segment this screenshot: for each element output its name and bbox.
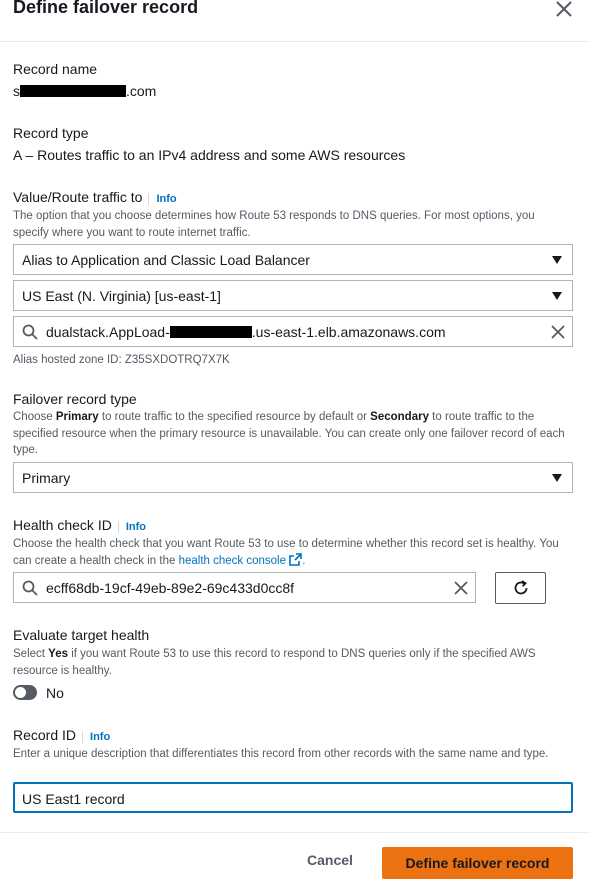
endpoint-type-value: Alias to Application and Classic Load Balancer	[22, 252, 310, 268]
health-check-label-text: Health check ID	[13, 517, 112, 533]
dialog-title: Define failover record	[13, 0, 199, 17]
failover-type-select[interactable]	[13, 462, 573, 493]
endpoint-type-select[interactable]	[13, 244, 573, 275]
cancel-button[interactable]: Cancel	[307, 852, 353, 868]
record-name-value	[13, 83, 156, 99]
desc-bold: Primary	[55, 411, 99, 423]
refresh-button[interactable]	[495, 572, 546, 604]
health-check-info-link[interactable]: Info	[118, 521, 146, 533]
load-balancer-suffix: .us-east-1.elb.amazonaws.com	[251, 324, 446, 340]
record-name-prefix: s	[13, 83, 20, 99]
caret-down-icon	[552, 256, 562, 264]
load-balancer-search[interactable]	[13, 316, 573, 347]
redaction-mark	[20, 85, 126, 97]
desc-text: Select	[13, 648, 49, 660]
value-route-label	[13, 189, 177, 205]
region-select[interactable]	[13, 280, 573, 311]
redaction-mark	[170, 326, 252, 338]
desc-bold: Yes	[48, 648, 68, 660]
record-name-label: Record name	[13, 61, 98, 77]
failover-type-value: Primary	[22, 470, 71, 486]
health-check-value: ecff68db-19cf-49eb-89e2-69c433d0cc8f	[46, 580, 295, 596]
value-route-info-link[interactable]: Info	[148, 193, 176, 205]
define-failover-record-button[interactable]: Define failover record	[382, 847, 573, 879]
value-route-label-text: Value/Route traffic to	[13, 189, 143, 205]
caret-down-icon	[552, 292, 562, 300]
clear-icon[interactable]	[550, 324, 566, 340]
record-name-suffix: .com	[126, 83, 157, 99]
desc-text: Choose	[13, 411, 56, 423]
external-link-icon[interactable]	[289, 553, 302, 566]
clear-icon[interactable]	[453, 580, 469, 596]
record-id-value: US East1 record	[22, 791, 125, 807]
record-type-value: A – Routes traffic to an IPv4 address and some AWS resources	[13, 147, 406, 163]
desc-text: if you want Route 53 to use this record to respond to DNS queries only if the specified AWS resource is healthy.	[13, 648, 536, 677]
record-id-input[interactable]	[13, 782, 573, 813]
close-button[interactable]	[553, 0, 575, 20]
desc-text: Choose the health check that you want Route 53 to use to determine whether this record set is healthy. You can create a health check in the	[13, 538, 559, 567]
record-id-info-link[interactable]: Info	[82, 731, 110, 743]
health-check-description	[13, 536, 573, 569]
caret-down-icon	[552, 474, 562, 482]
load-balancer-value	[46, 324, 446, 340]
desc-text: to route traffic to the specified resource when the primary resource is unavailable. You can create only one failover record of each type.	[13, 411, 565, 456]
load-balancer-prefix: dualstack.AppLoad-	[46, 324, 170, 340]
evaluate-health-label: Evaluate target health	[13, 627, 150, 643]
failover-type-label: Failover record type	[13, 391, 137, 407]
search-icon	[22, 580, 38, 596]
record-id-description: Enter a unique description that differentiates this record from other records with the same name and type.	[13, 748, 549, 760]
record-type-label: Record type	[13, 125, 89, 141]
health-check-label	[13, 517, 146, 533]
desc-text: to route traffic to the specified resource by default or	[98, 411, 371, 423]
dialog-header	[0, 0, 590, 42]
search-icon	[22, 324, 38, 340]
region-value: US East (N. Virginia) [us-east-1]	[22, 288, 221, 304]
evaluate-health-toggle[interactable]	[13, 685, 37, 700]
failover-type-description	[13, 409, 573, 459]
evaluate-health-description	[13, 646, 573, 679]
health-check-console-link[interactable]: health check console	[178, 554, 286, 567]
record-id-label	[13, 727, 110, 743]
health-check-search[interactable]	[13, 572, 476, 603]
toggle-knob	[15, 687, 26, 698]
close-icon	[553, 0, 575, 20]
desc-text: .	[302, 554, 306, 567]
evaluate-health-toggle-label: No	[46, 685, 64, 701]
desc-bold: Secondary	[370, 411, 429, 423]
hosted-zone-id: Alias hosted zone ID: Z35SXDOTRQ7X7K	[13, 354, 230, 366]
record-id-label-text: Record ID	[13, 727, 77, 743]
value-route-description: The option that you choose determines how Route 53 responds to DNS queries. For most options, you specify where you want to route internet traffic.	[13, 210, 535, 239]
refresh-icon	[513, 580, 529, 596]
